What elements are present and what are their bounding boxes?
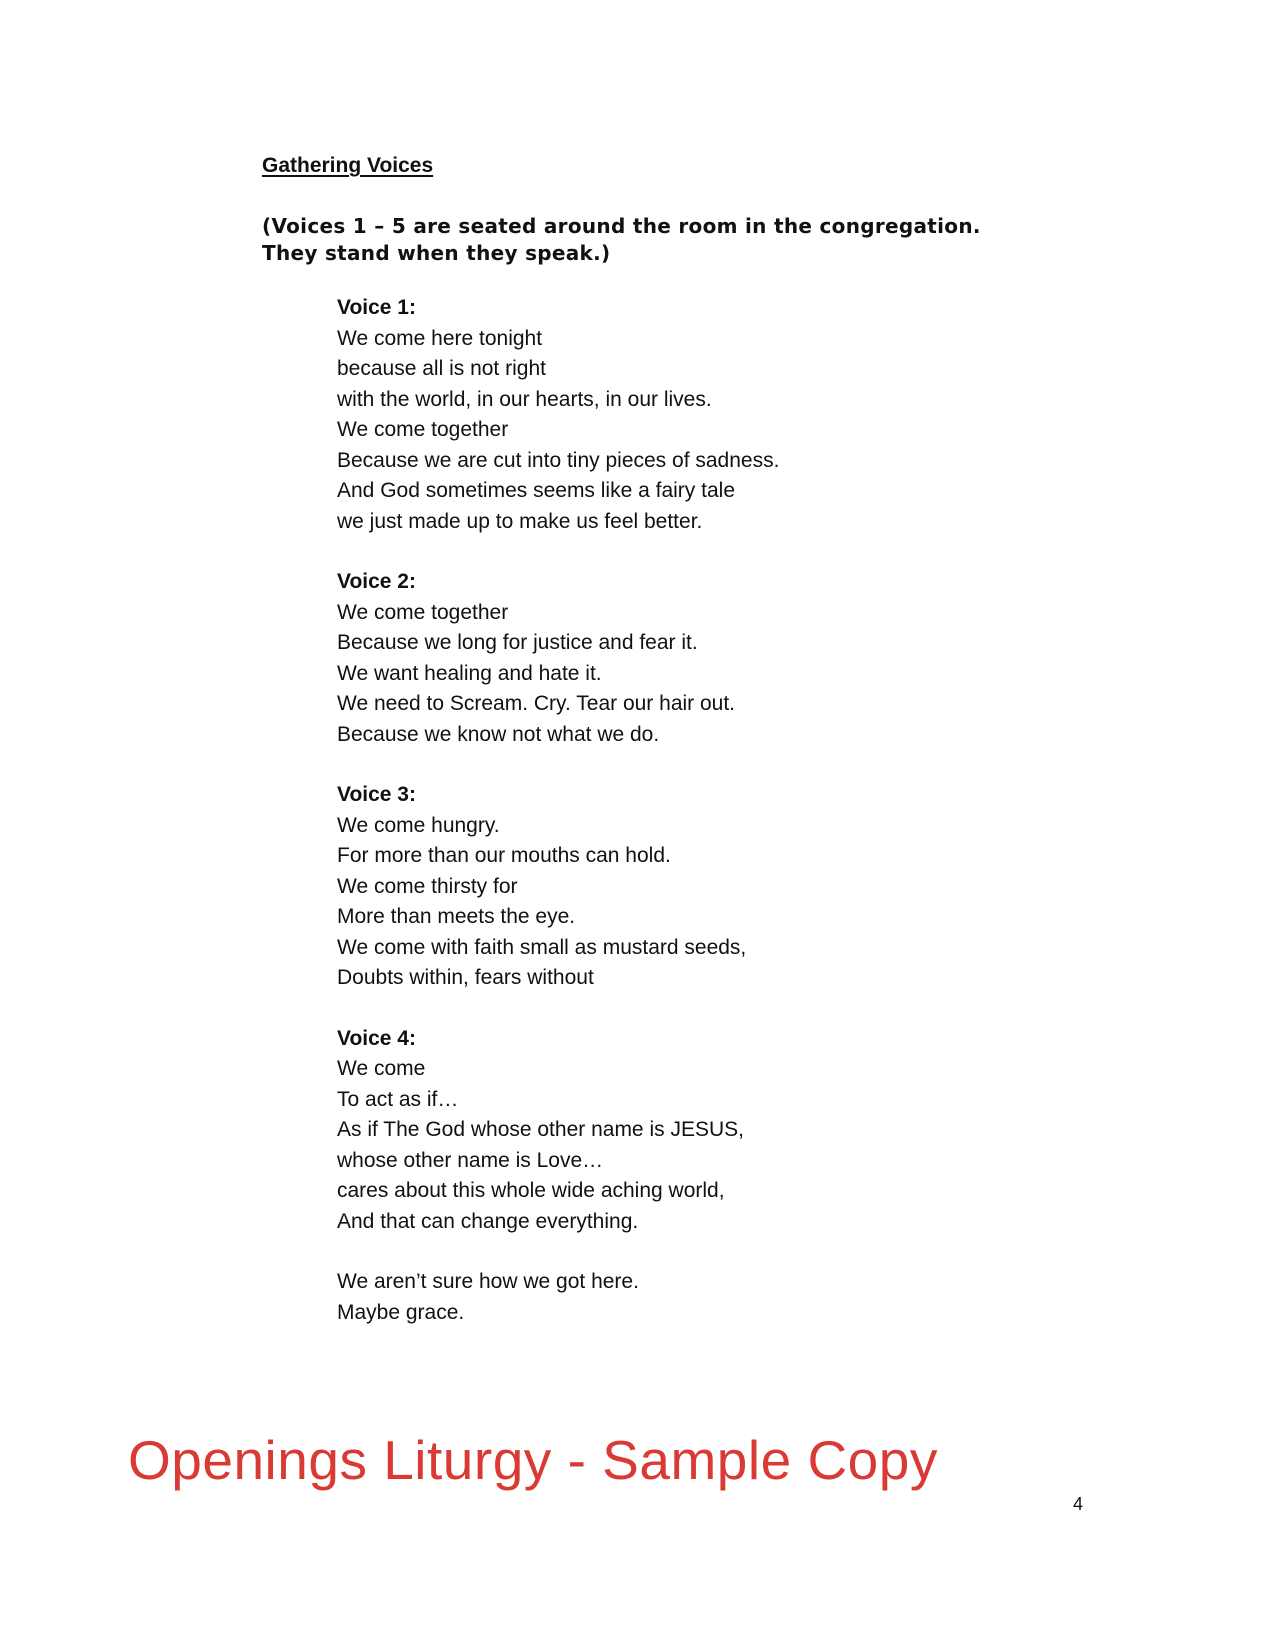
stage-direction — [262, 213, 1022, 267]
voice-line: Because we are cut into tiny pieces of sadness. — [337, 448, 780, 472]
voices-section — [337, 293, 1037, 1358]
voice-line: because all is not right — [337, 357, 546, 380]
voice-line: We come with faith small as mustard seeds, — [337, 935, 747, 959]
voice-line: cares about this whole wide aching world, — [337, 1179, 725, 1202]
voice-line: And God sometimes seems like a fairy tale — [337, 479, 735, 502]
voice-heading: Voice 4: — [337, 1026, 416, 1050]
voice-line: Doubts within, fears without — [337, 966, 594, 989]
voice-line: We want healing and hate it. — [337, 661, 602, 685]
page-title: Gathering Voices — [262, 154, 434, 177]
sample-copy-watermark: Openings Liturgy - Sample Copy — [128, 1429, 938, 1491]
voice-line: We need to Scream. Cry. Tear our hair out. — [337, 692, 736, 715]
voice-line: We come together — [337, 418, 509, 441]
voice-line: We come thirsty for — [337, 874, 518, 898]
stage-direction-line: (Voices 1 – 5 are seated around the room in the congregation. — [262, 214, 981, 238]
voice-line: To act as if… — [337, 1087, 459, 1111]
closing-block — [337, 1267, 1037, 1328]
voice-line: whose other name is Love… — [337, 1148, 604, 1172]
voice-line: with the world, in our hearts, in our lives. — [337, 387, 712, 411]
voice-1-block — [337, 293, 1037, 537]
voice-line: As if The God whose other name is JESUS, — [337, 1118, 744, 1141]
closing-line: Maybe grace. — [337, 1300, 465, 1324]
voice-line: We come here tonight — [337, 326, 543, 350]
voice-line: We come hungry. — [337, 813, 500, 837]
voice-line: We come — [337, 1057, 426, 1080]
voice-3-block — [337, 780, 1037, 994]
stage-direction-line: They stand when they speak.) — [262, 241, 611, 265]
voice-heading: Voice 2: — [337, 570, 416, 593]
voice-line: Because we know not what we do. — [337, 722, 660, 746]
voice-heading: Voice 3: — [337, 783, 416, 806]
voice-line: And that can change everything. — [337, 1209, 639, 1233]
voice-4-block — [337, 1024, 1037, 1238]
voice-2-block — [337, 567, 1037, 750]
voice-line: For more than our mouths can hold. — [337, 844, 671, 867]
closing-line: We aren’t sure how we got here. — [337, 1270, 639, 1293]
voice-line: we just made up to make us feel better. — [337, 509, 703, 533]
voice-line: We come together — [337, 600, 509, 624]
voice-line: Because we long for justice and fear it. — [337, 631, 698, 654]
voice-heading: Voice 1: — [337, 296, 416, 319]
page-number: 4 — [1073, 1494, 1084, 1514]
voice-line: More than meets the eye. — [337, 905, 576, 928]
